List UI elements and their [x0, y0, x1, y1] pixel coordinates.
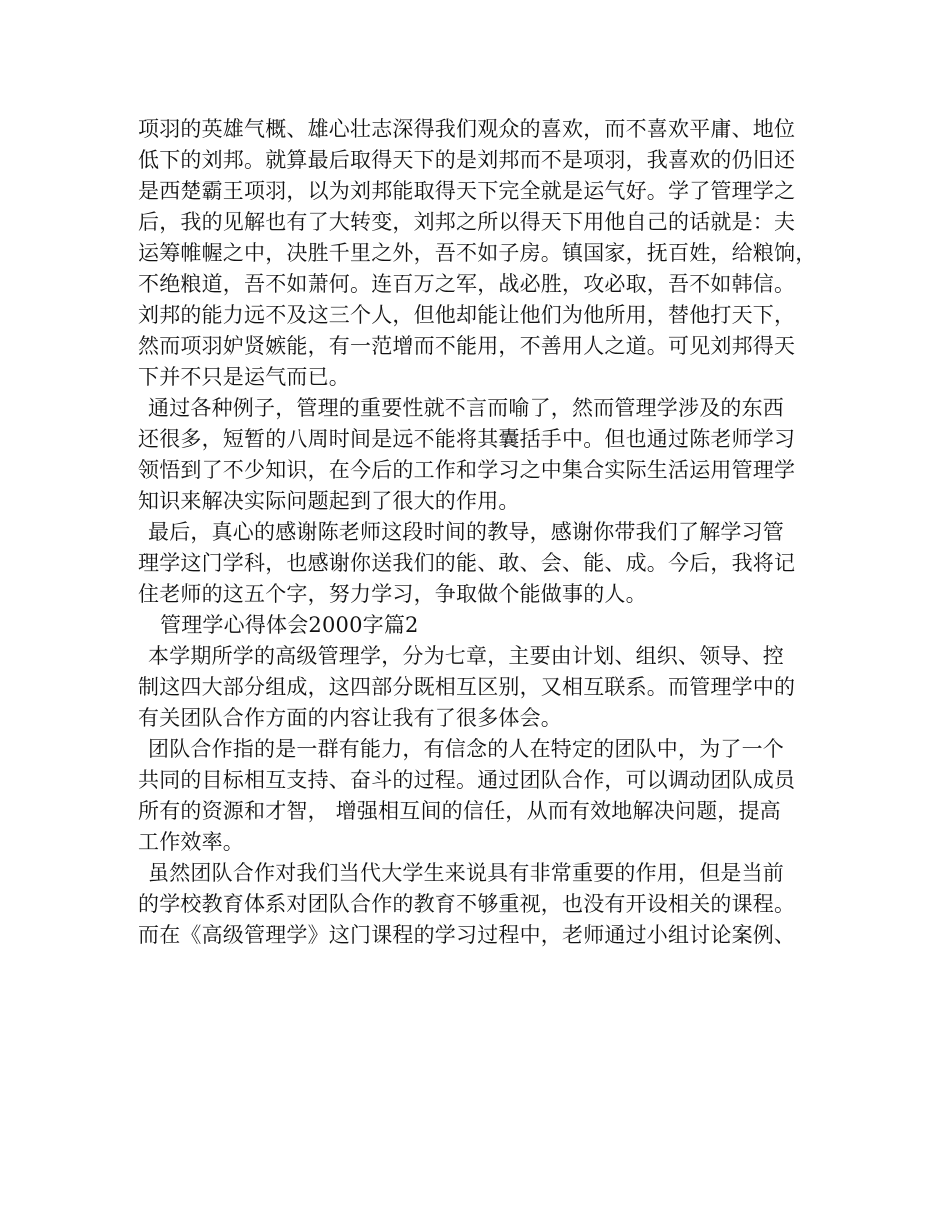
paragraph-course-overview — [138, 641, 818, 734]
text-line: 项羽的英雄气概、雄心壮志深得我们观众的喜欢，而不喜欢平庸、地位 — [138, 117, 796, 141]
text-line: 住老师的这五个字，努力学习，争取做个能做事的人。 — [138, 582, 647, 606]
text-line: 不绝粮道，吾不如萧何。连百万之军，战必胜，攻必取，吾不如韩信。 — [138, 272, 796, 296]
document-page — [138, 114, 818, 951]
paragraph-thanks — [138, 517, 818, 610]
text-line: 是西楚霸王项羽，以为刘邦能取得天下完全就是运气好。学了管理学之 — [138, 179, 796, 203]
text-line: 所有的资源和才智， 增强相互间的信任，从而有效地解决问题，提高 — [138, 799, 781, 823]
text-line: 后，我的见解也有了大转变，刘邦之所以得天下用他自己的话就是：夫 — [138, 210, 796, 234]
text-line: 通过各种例子，管理的重要性就不言而喻了，然而管理学涉及的东西 — [148, 396, 784, 420]
text-line: 最后，真心的感谢陈老师这段时间的教导，感谢你带我们了解学习管 — [148, 520, 784, 544]
text-line: 低下的刘邦。就算最后取得天下的是刘邦而不是项羽，我喜欢的仍旧还 — [138, 148, 796, 172]
text-line: 共同的目标相互支持、奋斗的过程。通过团队合作，可以调动团队成员 — [138, 768, 796, 792]
text-line: 下并不只是运气而已。 — [138, 365, 350, 389]
text-line: 工作效率。 — [138, 830, 244, 854]
text-line: 还很多，短暂的八周时间是远不能将其囊括手中。但也通过陈老师学习 — [138, 427, 796, 451]
text-line: 而在《高级管理学》这门课程的学习过程中，老师通过小组讨论案例、 — [138, 923, 796, 947]
section-heading: 管理学心得体会2000字篇2 — [160, 613, 419, 637]
paragraph-teamwork-education — [138, 858, 818, 951]
text-line: 本学期所学的高级管理学，分为七章，主要由计划、组织、领导、控 — [148, 644, 784, 668]
text-line: 的学校教育体系对团队合作的教育不够重视，也没有开设相关的课程。 — [138, 892, 796, 916]
text-line: 虽然团队合作对我们当代大学生来说具有非常重要的作用，但是当前 — [148, 861, 784, 885]
paragraph-teamwork-definition — [138, 734, 818, 858]
text-line: 制这四大部分组成，这四部分既相互区别，又相互联系。而管理学中的 — [138, 675, 796, 699]
text-line: 知识来解决实际问题起到了很大的作用。 — [138, 489, 520, 513]
paragraph-liu-bang-xiang-yu — [138, 114, 818, 393]
text-line: 团队合作指的是一群有能力，有信念的人在特定的团队中，为了一个 — [148, 737, 784, 761]
text-line: 有关团队合作方面的内容让我有了很多体会。 — [138, 706, 562, 730]
text-line: 领悟到了不少知识，在今后的工作和学习之中集合实际生活运用管理学 — [138, 458, 796, 482]
text-line: 理学这门学科，也感谢你送我们的能、敢、会、能、成。今后，我将记 — [138, 551, 796, 575]
text-line: 然而项羽妒贤嫉能，有一范增而不能用，不善用人之道。可见刘邦得天 — [138, 334, 796, 358]
paragraph-importance-of-management — [138, 393, 818, 517]
text-line: 刘邦的能力远不及这三个人，但他却能让他们为他所用，替他打天下， — [138, 303, 796, 327]
text-line: 运筹帷幄之中，决胜千里之外，吾不如子房。镇国家，抚百姓，给粮饷， — [138, 241, 817, 265]
